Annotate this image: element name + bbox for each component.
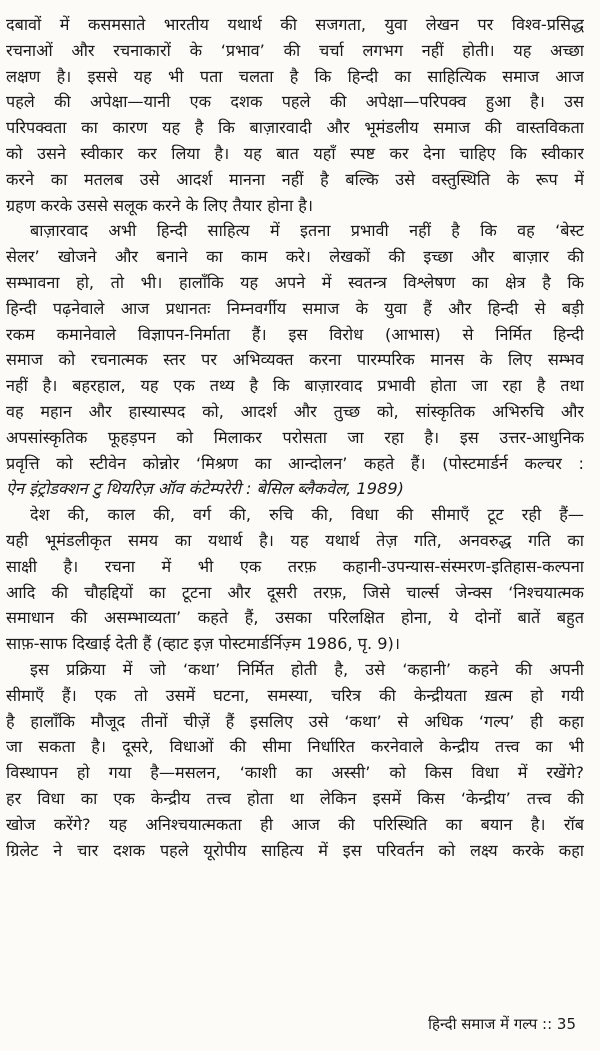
text-line: ग्रहण करके उससे सलूक करने के लिए तैयार होना है।	[6, 195, 314, 215]
text-line: सम्भावना हो, तो भी। हालाँकि यह अपने में स्वतन्त्र विश्लेषण का क्षेत्र है कि	[6, 272, 584, 292]
text-line: साफ़-साफ दिखाई देती हैं (व्हाट इज़ पोस्टमार्डर्निज़्म 1986, पृ. 9)।	[6, 634, 400, 654]
text-line: करने का मतलब उसे आदर्श मानना नहीं है बल्कि उसे वस्तुस्थिति के रूप में	[6, 169, 584, 189]
text-line: प्रवृत्ति को स्टीवेन कोन्नोर ‘मिश्रण का आन्दोलन’ कहते हैं। (पोस्टमार्डर्न कल्चर :	[6, 453, 584, 473]
text-line: समाज को रचनात्मक स्तर पर अभिव्यक्त करना पारम्परिक मानस के लिए सम्भव	[6, 350, 584, 370]
text-line: बाज़ारवाद अभी हिन्दी साहित्य में इतना प्रभावी नहीं है कि वह ‘बेस्ट	[30, 221, 584, 241]
text-line: परिपक्वता का कारण यह है कि बाज़ारवादी और भूमंडलीय समाज की वास्तविकता	[6, 118, 584, 138]
text-line: अपसांस्कृतिक फूहड़पन को मिलाकर परोसता जा रहा है। इस उत्तर-आधुनिक	[6, 427, 584, 447]
text-line: समाधान की असम्भाव्यता’ कहते हैं, उसका परिलक्षित होना, ये दोनों बातें बहुत	[6, 608, 584, 628]
text-line: रचनाओं और रचनाकारों के ‘प्रभाव’ की चर्चा लगभग नहीं होती। यह अच्छा	[6, 40, 584, 60]
text-line: सेलर’ खोजने और बनाने का काम करे। लेखकों की इच्छा और बाज़ार की	[6, 247, 584, 267]
running-footer: हिन्दी समाज में गल्प :: 35	[428, 1015, 576, 1033]
text-line: इस प्रक्रिया में जो ‘कथा’ निर्मित होती है, उसे ‘कहानी’ कहने की अपनी	[30, 659, 584, 679]
text-line: यही भूमंडलीकृत समय का यथार्थ है। यह यथार्थ तेज़ गति, अनवरुद्ध गति का	[6, 530, 584, 550]
text-line: जा सकता है। दूसरे, विधाओं की सीमा निर्धारित करनेवाले केन्द्रीय तत्त्व का भी	[6, 737, 584, 757]
text-line: दबावों में कसमसाते भारतीय यथार्थ की सजगता, युवा लेखन पर विश्व-प्रसिद्ध	[6, 15, 584, 34]
text-line: ऐन इंट्रोडक्शन टु थियरिज़ ऑव कंटेम्परेरी : बेसिल ब्लैकवेल, 1989)	[6, 479, 404, 499]
text-line: वह महान और हास्यास्पद को, आदर्श और तुच्छ को, सांस्कृतिक अभिरुचि और	[6, 401, 584, 421]
text-line: साक्षी है। रचना में भी एक तरफ़ कहानी-उपन्यास-संस्मरण-इतिहास-कल्पना	[6, 556, 584, 576]
text-line: विस्थापन हो गया है—मसलन, ‘काशी का अस्सी’ को किस विधा में रखेंगे?	[6, 763, 584, 783]
text-line: हर विधा का एक केन्द्रीय तत्त्व होता था लेकिन इसमें किस ‘केन्द्रीय’ तत्त्व की	[6, 788, 584, 808]
text-line: हिन्दी पढ़नेवाले आज प्रधानतः निम्नवर्गीय समाज के युवा हैं और हिन्दी से बड़ी	[6, 298, 584, 318]
text-line: नहीं है। बहरहाल, यह एक तथ्य है कि बाज़ारवाद प्रभावी होता जा रहा है तथा	[6, 376, 584, 396]
text-line: देश की, काल की, वर्ग की, रुचि की, विधा की सीमाएँ टूट रही हैं—	[30, 505, 584, 525]
text-line: आदि की चौहद्दियों का टूटना और दूसरी तरफ़, जिसे चार्ल्स जेन्क्स ‘निश्चयात्मक	[6, 582, 584, 602]
body-text	[6, 12, 584, 863]
text-line: को उसने स्वीकार कर लिया है। यह बात यहाँ स्पष्ट कर देना चाहिए कि स्वीकार	[6, 143, 584, 163]
text-line: सीमाएँ हैं। एक तो उसमें घटना, समस्या, चरित्र की केन्द्रीयता ख़त्म हो गयी	[6, 685, 584, 705]
text-line: खोज करेंगे? यह अनिश्चयात्मकता ही आज की परिस्थिति का बयान है। रॉब	[6, 814, 584, 834]
text-line: ग्रिलेट ने चार दशक पहले यूरोपीय साहित्य में इस परिवर्तन को लक्ष्य करके कहा	[6, 840, 584, 860]
text-line: पहले की अपेक्षा—यानी एक दशक पहले की अपेक्षा—परिपक्व हुआ है। उस	[6, 92, 584, 112]
text-line: है हालाँकि मौजूद तीनों चीज़ें हैं इसलिए उसे ‘कथा’ से अधिक ‘गल्प’ ही कहा	[6, 711, 584, 731]
text-line: लक्षण है। इससे यह भी पता चलता है कि हिन्दी का साहित्यिक समाज आज	[6, 66, 584, 86]
text-line: रकम कमानेवाले विज्ञापन-निर्माता हैं। इस विरोध (आभास) से निर्मित हिन्दी	[6, 324, 584, 344]
